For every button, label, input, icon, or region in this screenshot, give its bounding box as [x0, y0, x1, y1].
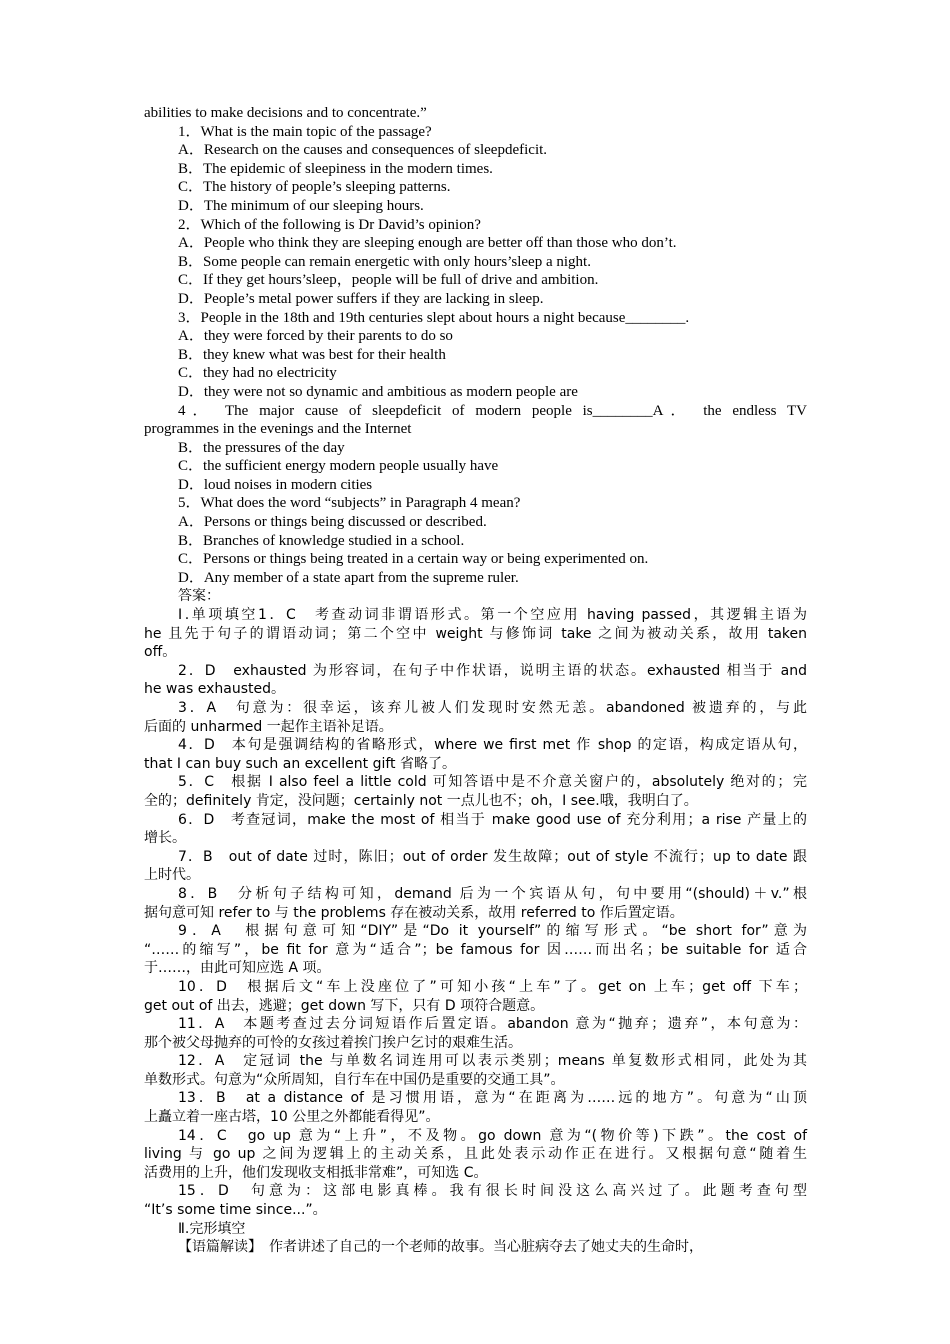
answer-line: off。	[144, 644, 177, 661]
answer-line: 那个被父母抛弃的可怜的女孩过着挨门挨户乞讨的艰难生活。	[144, 1034, 522, 1051]
q4-option-c: C．the sufficient energy modern people usually have	[178, 458, 499, 475]
answer-line: 4．D 本句是强调结构的省略形式，where we first met 作 shop 的定语，构成定语从句，	[178, 737, 807, 754]
question-2: 2．Which of the following is Dr David’s opinion?	[178, 216, 481, 233]
answer-line: 10．D 根据后文“车上没座位了”可知小孩“上车”了。get on 上车；get off 下车；	[178, 978, 807, 995]
answer-line: 13．B at a distance of 是习惯用语，意为“在距离为……远的地方”。句意为“山顶	[178, 1090, 807, 1107]
q5-option-a: A．Persons or things being discussed or described.	[178, 514, 487, 531]
q1-option-d: D．The minimum of our sleeping hours.	[178, 197, 424, 214]
answer-line: living 与 go up 之间为逻辑上的主动关系，且此处表示动作正在进行。又根据句意“随着生	[144, 1146, 807, 1163]
answer-line: 增长。	[144, 830, 186, 847]
answer-line: he 且先于句子的谓语动词；第二个空中 weight 与修饰词 take 之间为被动关系，故用 taken	[144, 625, 807, 642]
q2-option-b: B．Some people can remain energetic with only hours’sleep a night.	[178, 253, 591, 270]
q3-option-b: B．they knew what was best for their health	[178, 346, 446, 363]
passage-analysis-line: 【语篇解读】 作者讲述了自己的一个老师的故事。当心脏病夺去了她丈夫的生命时，	[178, 1239, 703, 1256]
answer-line: 9．A 根据句意可知“DIY”是“Do it yourself”的缩写形式。“be short for”意为	[178, 923, 807, 940]
q5-option-d: D．Any member of a state apart from the supreme ruler.	[178, 569, 519, 586]
answer-line: 后面的 unharmed 一起作主语补足语。	[144, 718, 393, 735]
answer-line: 活费用的上升，他们发现收支相抵非常难”，可知选 C。	[144, 1164, 488, 1181]
answer-line: “……的缩写”，be fit for 意为“适合”；be famous for 因……而出名；be suitable for 适合	[144, 941, 807, 958]
answer-line: he was exhausted。	[144, 681, 285, 698]
q1-option-b: B．The epidemic of sleepiness in the modern times.	[178, 160, 493, 177]
q1-option-a: A．Research on the causes and consequences of sleepdeficit.	[178, 142, 548, 159]
answer-line: get out of 出去，逃避；get down 写下，只有 D 项符合题意。	[144, 997, 545, 1014]
answer-line: 2．D exhausted 为形容词，在句子中作状语，说明主语的状态。exhausted 相当于 and	[178, 662, 807, 679]
answer-line: Ⅰ.单项填空1．C 考查动词非谓语形式。第一个空应用 having passed，其逻辑主语为	[178, 607, 807, 624]
q4-option-a-cont: programmes in the evenings and the Internet	[144, 421, 412, 438]
q3-option-d: D．they were not so dynamic and ambitious as modern people are	[178, 383, 578, 400]
q2-option-d: D．People’s metal power suffers if they are lacking in sleep.	[178, 290, 544, 307]
q4-option-b: B．the pressures of the day	[178, 439, 345, 456]
answer-line: 12．A 定冠词 the 与单数名词连用可以表示类别；means 单复数形式相同，此处为其	[178, 1053, 807, 1070]
answer-line: 6．D 考查冠词，make the most of 相当于 make good use of 充分利用；a rise 产量上的	[178, 811, 807, 828]
answer-line: 全的；definitely 肯定，没问题；certainly not 一点儿也不；oh，I see.哦，我明白了。	[144, 792, 698, 809]
answer-line: 上时代。	[144, 867, 200, 884]
section-heading-cloze: Ⅱ.完形填空	[178, 1220, 246, 1237]
q3-option-a: A．they were forced by their parents to do so	[178, 328, 453, 345]
q2-option-a: A．People who think they are sleeping enough are better off than those who don’t.	[178, 235, 677, 252]
answer-line: 8．B 分析句子结构可知，demand 后为一个宾语从句，句中要用“(should)＋v.”根	[178, 885, 807, 902]
passage-end-line: abilities to make decisions and to concentrate.”	[144, 105, 427, 121]
answer-line: 14．C go up 意为“上升”，不及物。go down 意为“(物价等)下跌”。the cost of	[178, 1127, 807, 1144]
answer-line: 7．B out of date 过时，陈旧；out of order 发生故障；out of style 不流行；up to date 跟	[178, 848, 807, 865]
q1-option-c: C．The history of people’s sleeping patterns.	[178, 179, 451, 196]
q4-option-d: D．loud noises in modern cities	[178, 476, 373, 493]
answer-line: 上矗立着一座古塔，10 公里之外都能看得见”。	[144, 1109, 440, 1126]
question-5: 5．What does the word “subjects” in Paragraph 4 mean?	[178, 495, 521, 512]
question-3: 3．People in the 18th and 19th centuries slept about hours a night because________.	[178, 309, 690, 326]
q3-option-c: C．they had no electricity	[178, 365, 337, 382]
answer-heading: 答案：	[178, 588, 220, 605]
q5-option-b: B．Branches of knowledge studied in a school.	[178, 532, 465, 549]
answer-line: 单数形式。句意为“众所周知，自行车在中国仍是重要的交通工具”。	[144, 1071, 565, 1088]
answer-line: 11．A 本题考查过去分词短语作后置定语。abandon 意为“抛弃；遗弃”，本句意为：	[178, 1016, 807, 1033]
q5-option-c: C．Persons or things being treated in a certain way or being experimented on.	[178, 551, 649, 568]
answer-line: 15．D 句意为：这部电影真棒。我有很长时间没这么高兴过了。此题考查句型	[178, 1183, 807, 1200]
answer-line: 5．C 根据 I also feel a little cold 可知答语中是不介意关窗户的，absolutely 绝对的；完	[178, 774, 807, 791]
page-content	[144, 104, 807, 1257]
answer-line: 3．A 句意为：很幸运，该弃儿被人们发现时安然无恙。abandoned 被遗弃的，与此	[178, 700, 807, 716]
answer-line: that I can buy such an excellent gift 省略了。	[144, 755, 456, 772]
answer-line: “It’s some time since...”。	[144, 1202, 327, 1219]
question-1: 1．What is the main topic of the passage?	[178, 123, 432, 140]
q2-option-c: C．If they get hours’sleep，people will be full of drive and ambition.	[178, 272, 599, 289]
question-4: 4． The major cause of sleepdeficit of modern people is________A． the endless TV	[178, 402, 807, 419]
answer-line: 据句意可知 refer to 与 the problems 存在被动关系，故用 referred to 作后置定语。	[144, 904, 684, 921]
answer-line: 于……，由此可知应选 A 项。	[144, 960, 331, 977]
